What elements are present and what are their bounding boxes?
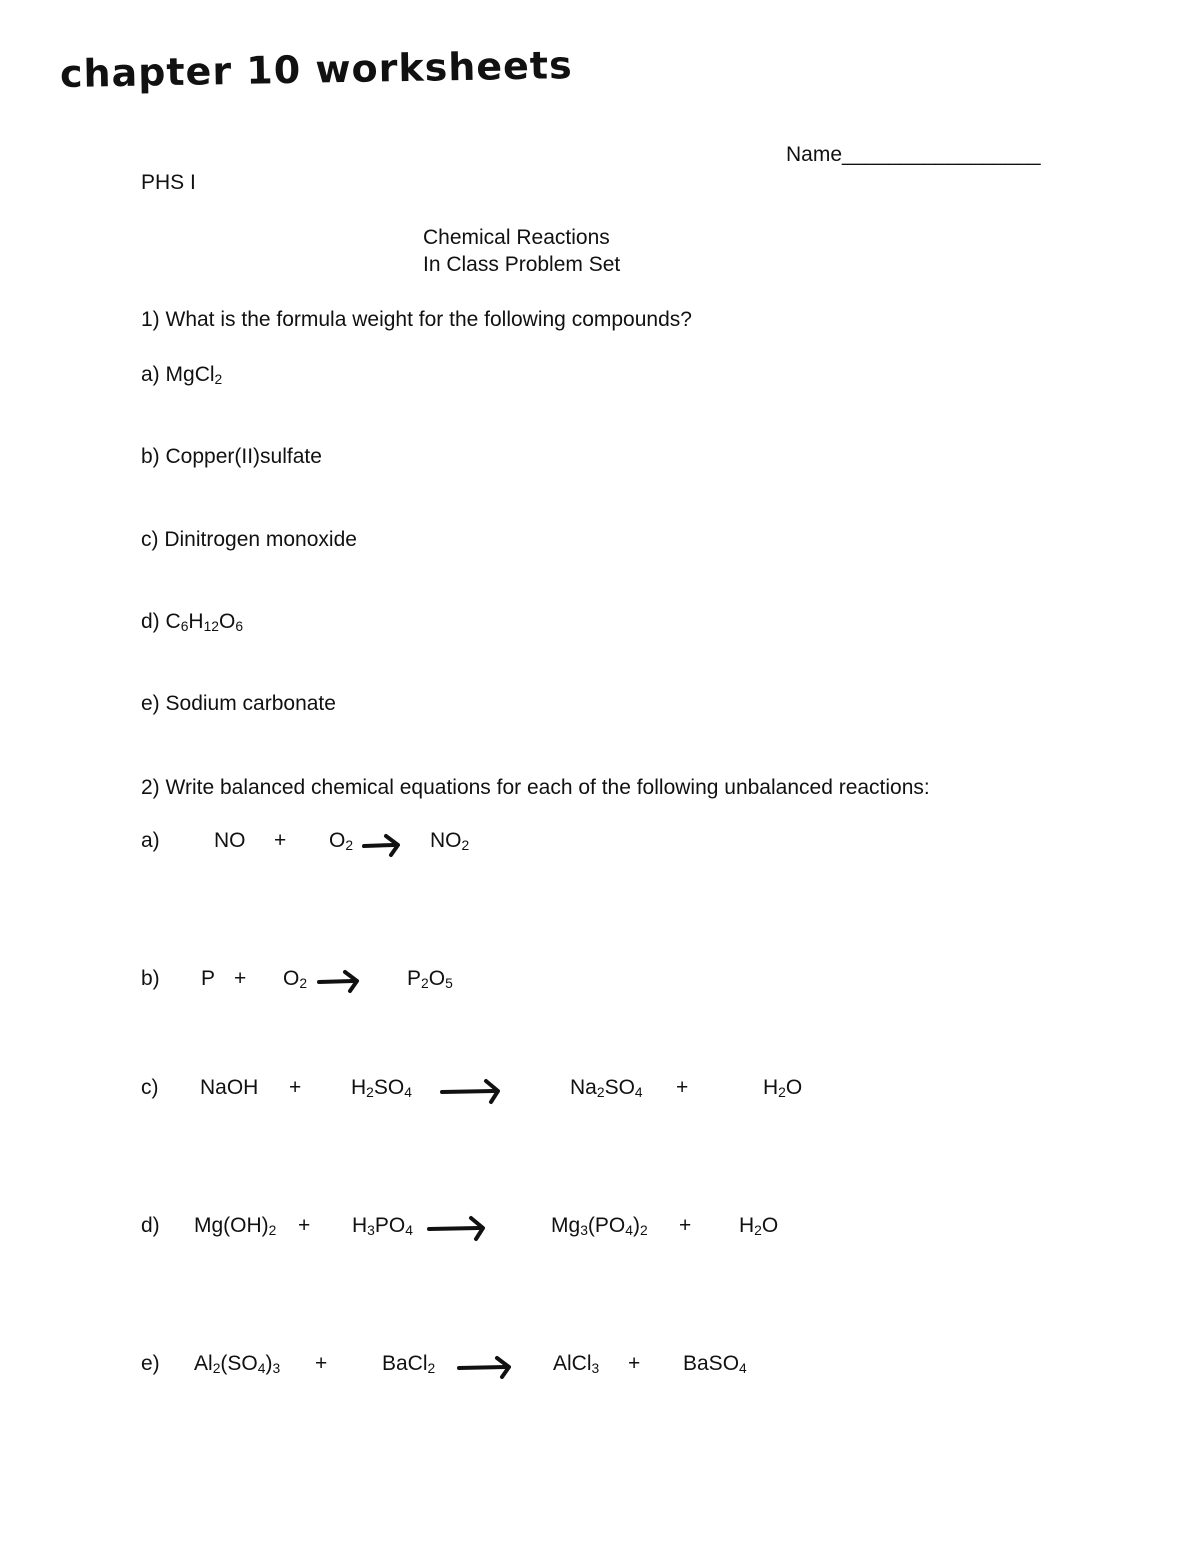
reaction-b-reactant-1: P xyxy=(201,967,216,990)
element-symbol: NO xyxy=(430,829,462,852)
reaction-d-product-1 xyxy=(551,1214,648,1238)
name-field xyxy=(786,143,1041,167)
reaction-c-product-1 xyxy=(570,1076,643,1100)
subscript: 4 xyxy=(634,1083,643,1100)
question-1-prompt: 1) What is the formula weight for the following compounds? xyxy=(141,308,692,331)
element-symbol: BaSO xyxy=(683,1352,740,1375)
element-symbol: O xyxy=(219,610,236,633)
reaction-e-reactant-1 xyxy=(194,1352,280,1376)
q1-item-a-label: a) xyxy=(141,363,166,386)
subscript: 2 xyxy=(427,1359,436,1376)
element-symbol: Mg(OH) xyxy=(194,1214,269,1237)
subscript: 2 xyxy=(366,1083,374,1100)
subscript: 4 xyxy=(405,1221,413,1238)
reaction-c-reactant-2 xyxy=(351,1076,412,1100)
reaction-arrow-icon xyxy=(362,832,404,858)
subscript: 4 xyxy=(625,1221,633,1238)
reaction-arrow-icon xyxy=(440,1077,504,1105)
reaction-b-product-1 xyxy=(407,967,453,991)
element-symbol: AlCl xyxy=(553,1352,592,1375)
question-2-prompt: 2) Write balanced chemical equations for each of the following unbalanced reactions: xyxy=(141,776,930,799)
plus-sign: + xyxy=(274,829,287,852)
element-symbol: SO xyxy=(373,1076,405,1099)
q1-item-d-label: d) xyxy=(141,610,166,633)
subscript: 4 xyxy=(404,1083,412,1100)
subscript: 2 xyxy=(754,1221,762,1238)
subscript: 3 xyxy=(591,1359,600,1376)
plus-sign: + xyxy=(315,1352,328,1375)
element-symbol: H xyxy=(188,610,204,633)
subscript: 2 xyxy=(639,1221,648,1238)
subscript: 2 xyxy=(461,836,470,853)
plus-sign: + xyxy=(234,967,247,990)
subscript: 2 xyxy=(299,974,308,991)
element-symbol: (SO xyxy=(220,1352,258,1375)
element-symbol: Mg xyxy=(551,1214,581,1237)
element-symbol: H xyxy=(739,1214,755,1237)
reaction-a-product-1 xyxy=(430,829,469,853)
reaction-arrow-icon xyxy=(317,968,363,994)
element-symbol: SO xyxy=(604,1076,635,1099)
q1-item-d xyxy=(141,610,243,634)
reaction-e-label: e) xyxy=(141,1352,160,1375)
element-symbol: H xyxy=(763,1076,779,1099)
q1-item-c: c) Dinitrogen monoxide xyxy=(141,528,357,551)
reaction-d-product-2 xyxy=(739,1214,778,1238)
element-symbol: O xyxy=(761,1214,779,1237)
worksheet-title: Chemical Reactions xyxy=(423,226,610,249)
plus-sign: + xyxy=(676,1076,689,1099)
subscript: 2 xyxy=(596,1083,605,1100)
reaction-c-label: c) xyxy=(141,1076,159,1099)
subscript: 5 xyxy=(445,974,453,991)
subscript: 6 xyxy=(180,617,189,634)
subscript: 2 xyxy=(345,836,354,853)
reaction-a-reactant-1: NO xyxy=(214,829,246,852)
element-symbol: PO xyxy=(374,1214,406,1237)
reaction-d-reactant-2 xyxy=(352,1214,413,1238)
plus-sign: + xyxy=(298,1214,311,1237)
reaction-b-reactant-2 xyxy=(283,967,307,991)
reaction-c-reactant-1: NaOH xyxy=(200,1076,259,1099)
reaction-c-product-2 xyxy=(763,1076,802,1100)
q1-item-a xyxy=(141,363,222,387)
reaction-e-product-2 xyxy=(683,1352,747,1376)
course-label: PHS I xyxy=(141,171,196,194)
subscript: 3 xyxy=(367,1221,375,1238)
reaction-d-label: d) xyxy=(141,1214,160,1237)
element-symbol: P xyxy=(407,967,422,990)
element-symbol: ) xyxy=(265,1352,273,1375)
subscript: 4 xyxy=(739,1359,747,1376)
subscript: 2 xyxy=(421,974,429,991)
element-symbol: O xyxy=(283,967,300,990)
reaction-a-label: a) xyxy=(141,829,160,852)
name-blank: _________________ xyxy=(842,143,1041,166)
element-symbol: (PO xyxy=(587,1214,626,1237)
reaction-b-label: b) xyxy=(141,967,160,990)
subscript: 2 xyxy=(268,1221,277,1238)
reaction-d-reactant-1 xyxy=(194,1214,276,1238)
element-symbol: Al xyxy=(194,1352,213,1375)
subscript: 2 xyxy=(778,1083,786,1100)
name-label: Name xyxy=(786,143,843,166)
q1-item-e: e) Sodium carbonate xyxy=(141,692,336,715)
element-symbol: BaCl xyxy=(382,1352,428,1375)
plus-sign: + xyxy=(679,1214,692,1237)
subscript: 3 xyxy=(272,1359,281,1376)
plus-sign: + xyxy=(628,1352,641,1375)
subscript: 3 xyxy=(580,1221,588,1238)
element-symbol: ) xyxy=(632,1214,640,1237)
handwritten-title: chapter 10 worksheets xyxy=(59,43,573,96)
reaction-arrow-icon xyxy=(427,1214,489,1242)
q1-item-a-formula: MgCl xyxy=(165,363,215,386)
reaction-e-product-1 xyxy=(553,1352,599,1376)
plus-sign: + xyxy=(289,1076,302,1099)
element-symbol: Na xyxy=(570,1076,597,1099)
q1-item-b: b) Copper(II)sulfate xyxy=(141,445,322,468)
reaction-e-reactant-2 xyxy=(382,1352,435,1376)
subscript: 6 xyxy=(235,617,244,634)
worksheet-subtitle: In Class Problem Set xyxy=(423,253,621,276)
reaction-a-reactant-2 xyxy=(329,829,353,853)
element-symbol: H xyxy=(351,1076,367,1099)
subscript: 2 xyxy=(212,1359,221,1376)
element-symbol: O xyxy=(785,1076,803,1099)
subscript: 4 xyxy=(257,1359,266,1376)
element-symbol: O xyxy=(428,967,446,990)
element-symbol: H xyxy=(352,1214,368,1237)
subscript: 12 xyxy=(203,617,219,634)
subscript: 2 xyxy=(214,370,223,387)
element-symbol: C xyxy=(165,610,181,633)
element-symbol: O xyxy=(329,829,346,852)
reaction-arrow-icon xyxy=(457,1354,515,1380)
